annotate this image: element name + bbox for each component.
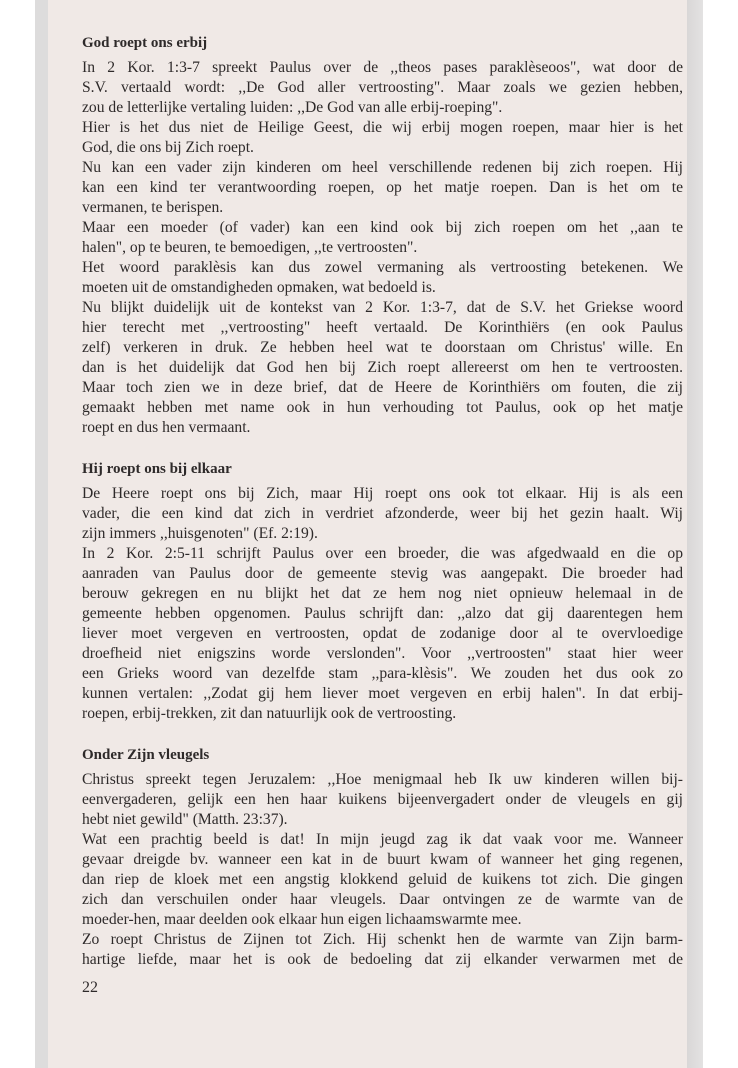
section (82, 458, 683, 724)
text-line: dan riep de kloek met een angstig klokkend geluid de kuikens tot zich. Die gingen (82, 871, 683, 888)
text-line: zelf) verkeren in druk. Ze hebben heel wat te doorstaan om Christus' wille. En (82, 339, 683, 356)
text-line: Christus spreekt tegen Jeruzalem: ,,Hoe menigmaal heb Ik uw kinderen willen bij- (82, 771, 683, 788)
page-number: 22 (82, 979, 98, 996)
text-line: gevaar dreigde bv. wanneer een kat in de buurt kwam of wanneer het ging regenen, (82, 851, 683, 868)
text-line: moeder-hen, maar deelden ook elkaar hun eigen lichaamswarmte mee. (82, 911, 522, 928)
text-line: Maar toch zien we in deze brief, dat de Heere de Korinthiërs om fouten, die zij (82, 379, 683, 396)
text-line: eenvergaderen, gelijk een hen haar kuikens bijeenvergadert onder de vleugels en gij (82, 791, 683, 808)
paragraph (82, 58, 683, 118)
paragraph (82, 830, 683, 930)
text-line: berouw gekregen en nu blijkt het dat ze hem nog niet opnieuw helemaal in de (82, 585, 683, 602)
text-line: De Heere roept ons bij Zich, maar Hij roept ons ook tot elkaar. Hij is als een (82, 485, 683, 502)
section-heading: Onder Zijn vleugels (82, 747, 210, 763)
paragraph (82, 218, 683, 258)
text-line: God, die ons bij Zich roept. (82, 139, 254, 156)
text-line: roepen, erbij-trekken, zit dan natuurlijk ook de vertroosting. (82, 705, 457, 722)
text-line: Het woord paraklèsis kan dus zowel vermaning als vertroosting betekenen. We (82, 259, 683, 276)
text-line: Nu kan een vader zijn kinderen om heel verschillende redenen bij zich roepen. Hij (82, 159, 683, 176)
text-line: vader, die een kind dat zich in verdriet afzonderde, weer bij het gezin haalt. Wij (82, 505, 683, 522)
text-line: zijn immers ,,huisgenoten" (Ef. 2:19). (82, 525, 318, 542)
text-line: Nu blijkt duidelijk uit de kontekst van 2 Kor. 1:3-7, dat de S.V. het Griekse woord (82, 299, 683, 316)
text-line: zich dan verschuilen onder haar vleugels. Daar ontvingen ze de warmte van de (82, 891, 683, 908)
text-line: hebt niet gewild" (Matth. 23:37). (82, 811, 288, 828)
paragraph (82, 118, 683, 158)
text-line: aanraden van Paulus door de gemeente stevig was aangepakt. Die broeder had (82, 565, 683, 582)
paragraph (82, 258, 683, 298)
scan-edge-right (687, 0, 703, 1068)
section (82, 32, 683, 438)
text-line: Zo roept Christus de Zijnen tot Zich. Hij schenkt hen de warmte van Zijn barm- (82, 931, 683, 948)
text-line: Wat een prachtig beeld is dat! In mijn jeugd zag ik dat vaak voor me. Wanneer (82, 831, 683, 848)
text-line: gemaakt hebben met name ook in hun verhouding tot Paulus, ook op het matje (82, 399, 683, 416)
text-line: kunnen vertalen: ,,Zodat gij hem liever moet vergeven en erbij halen". In dat erbij- (82, 685, 683, 702)
text-line: gemeente hebben opgenomen. Paulus schrijft dan: ,,alzo dat gij daarentegen hem (82, 605, 683, 622)
text-line: Hier is het dus niet de Heilige Geest, die wij erbij mogen roepen, maar hier is het (82, 119, 683, 136)
paragraph (82, 544, 683, 724)
text-line: S.V. vertaald wordt: ,,De God aller vertroosting". Maar zoals we gezien hebben, (82, 79, 683, 96)
text-line: roept en dus hen vermaant. (82, 419, 251, 436)
paragraph (82, 770, 683, 830)
paragraph (82, 298, 683, 438)
paragraph (82, 484, 683, 544)
page-text (82, 32, 683, 970)
section-heading: God roept ons erbij (82, 35, 208, 51)
text-line: kan een kind ter verantwoording roepen, op het matje roepen. Dan is het om te (82, 179, 683, 196)
text-line: een Grieks woord van dezelfde stam ,,para-klèsis". We zouden het dus ook zo (82, 665, 683, 682)
text-line: In 2 Kor. 1:3-7 spreekt Paulus over de ,,theos pases paraklèseoos", wat door de (82, 59, 683, 76)
text-line: liever moet vergeven en vertroosten, opdat de zodanige door al te overvloedige (82, 625, 683, 642)
scan-edge-left (35, 0, 48, 1068)
text-line: halen", op te beuren, te bemoedigen, ,,te vertroosten". (82, 239, 418, 256)
text-line: vermanen, te berispen. (82, 199, 224, 216)
text-line: zou de letterlijke vertaling luiden: ,,De God van alle erbij-roeping". (82, 99, 503, 116)
text-line: Maar een moeder (of vader) kan een kind ook bij zich roepen om het ,,aan te (82, 219, 683, 236)
text-line: moeten uit de omstandigheden opmaken, wat bedoeld is. (82, 279, 436, 296)
text-line: droefheid niet enigszins worde verslonden". Voor ,,vertroosten" staat hier weer (82, 645, 683, 662)
paragraph (82, 158, 683, 218)
text-line: dan is het duidelijk dat God hen bij Zich roept allereerst om hen te vertroosten. (82, 359, 683, 376)
section (82, 744, 683, 970)
section-heading: Hij roept ons bij elkaar (82, 461, 232, 477)
text-line: In 2 Kor. 2:5-11 schrijft Paulus over een broeder, die was afgedwaald en die op (82, 545, 683, 562)
paragraph (82, 930, 683, 970)
text-line: hartige liefde, maar het is ook de bedoeling dat zij elkander verwarmen met de (82, 951, 683, 968)
text-line: hier terecht met ,,vertroosting" heeft vertaald. De Korinthiërs (en ook Paulus (82, 319, 683, 336)
